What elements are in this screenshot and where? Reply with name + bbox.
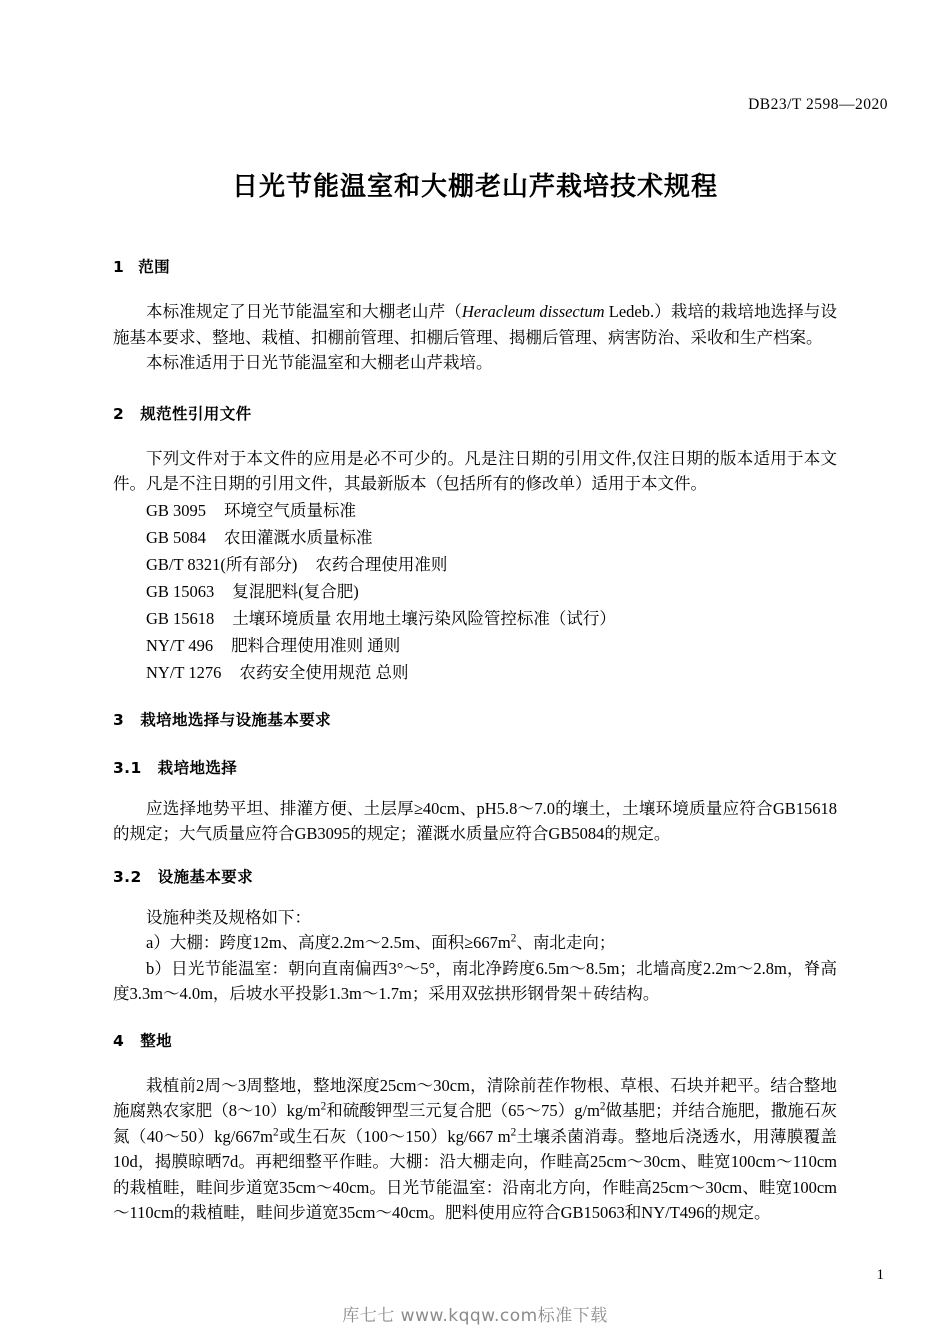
section-4-paragraph-1 [113, 1073, 837, 1226]
section-title-3: 栽培地选择与设施基本要求 [140, 710, 331, 729]
reference-name: 肥料合理使用准则 通则 [231, 635, 401, 655]
item-a-text-end: 、南北走向； [516, 933, 616, 952]
subsection-3-1-paragraph: 应选择地势平坦、排灌方便、土层厚≥40cm、pH5.8～7.0的壤土，土壤环境质量应符合GB15618的规定；大气质量应符合GB3095的规定；灌溉水质量应符合GB5084的规定。 [113, 798, 837, 843]
reference-item [113, 551, 837, 578]
reference-item [113, 524, 837, 551]
reference-code: GB 5084 [146, 527, 207, 547]
reference-code: NY/T 496 [146, 635, 214, 655]
reference-item [113, 659, 837, 686]
subsection-number-3-1: 3.1 [113, 758, 142, 777]
reference-name: 农药合理使用准则 [315, 554, 448, 574]
section-heading-1 [113, 255, 837, 277]
s4-part4: 或生石灰（100～150）kg/667 m [278, 1126, 511, 1146]
s4-part1: 栽植前2周～3周整地，整地深度25cm～30cm，清除前茬作物根、草根、石块并耙平。结合整地施腐熟农家肥（8～10）kg/m [113, 1075, 837, 1120]
subsection-number-3-2: 3.2 [113, 867, 142, 886]
section-number-2: 2 [113, 404, 125, 423]
subsection-heading-3-1 [113, 756, 837, 778]
s1-p1-latin-name: Heracleum dissectum [461, 302, 605, 321]
reference-name: 复混肥料(复合肥) [232, 581, 359, 601]
section-1-paragraph-2: 本标准适用于日光节能温室和大棚老山芹栽培。 [146, 353, 493, 372]
subsection-3-2-item-a [113, 930, 837, 956]
reference-item [113, 497, 837, 524]
s4-sup3: 2 [272, 1126, 279, 1138]
reference-code: GB/T 8321(所有部分) [146, 554, 298, 574]
section-number-1: 1 [113, 258, 125, 276]
reference-name: 环境空气质量标准 [224, 500, 357, 520]
s1-p1-after: Ledeb.）栽培的栽培地选择与设施基本要求、整地、栽植、扣棚前管理、扣棚后管理、揭棚后管理、病害防治、采收和生产档案。 [113, 302, 837, 347]
section-1-paragraph-1 [113, 299, 837, 350]
s4-part3: 做基肥；并结合施肥，撒施石灰氮（40～50）kg/667m [113, 1101, 838, 1146]
reference-name: 农田灌溉水质量标准 [224, 527, 373, 547]
reference-item [113, 605, 837, 632]
subsection-title-3-1: 栽培地选择 [157, 758, 238, 777]
reference-code: GB 15618 [146, 608, 215, 628]
page-title: 日光节能温室和大棚老山芹栽培技术规程 [231, 172, 718, 202]
section-heading-2 [113, 402, 837, 424]
section-2-paragraph-1: 下列文件对于本文件的应用是必不可少的。凡是注日期的引用文件,仅注日期的版本适用于本文件。凡是不注日期的引用文件，其最新版本（包括所有的修改单）适用于本文件。 [113, 448, 837, 493]
subsection-3-2-item-b: b）日光节能温室：朝向直南偏西3°～5°，南北净跨度6.5m～8.5m；北墙高度2.2m～2.8m，脊高度3.3m～4.0m，后坡水平投影1.3m～1.7m；采用双弦拱形钢骨架＋砖结构。 [113, 958, 837, 1003]
subsection-title-3-2: 设施基本要求 [157, 867, 254, 886]
s4-part2: 和硫酸钾型三元复合肥（65～75）g/m [326, 1101, 600, 1120]
s4-part5: 土壤杀菌消毒。整地后浇透水，用薄膜覆盖10d，揭膜晾晒7d。再耙细整平作畦。大棚：沿大棚走向，作畦高25cm～30cm、畦宽100cm～110cm的栽植畦，畦间步道宽35cm～40cm。日光节能温室：沿南北方向，作畦高25cm～30cm、畦宽100cm～110cm的栽植畦，畦间步道宽35cm～40cm。肥料使用应符合GB15063和NY/T496的规定。 [113, 1126, 838, 1222]
reference-code: GB 3095 [146, 500, 207, 520]
reference-item [113, 578, 837, 605]
item-a-superscript: 2 [510, 932, 517, 945]
section-title-2: 规范性引用文件 [140, 404, 252, 423]
reference-code: NY/T 1276 [146, 662, 222, 682]
reference-name: 土壤环境质量 农用地土壤污染风险管控标准（试行） [232, 608, 616, 628]
section-title-1: 范围 [138, 258, 170, 276]
section-heading-4 [113, 1029, 837, 1051]
reference-name: 农药安全使用规范 总则 [239, 662, 409, 682]
section-number-3: 3 [113, 710, 125, 729]
item-a-text: a）大棚：跨度12m、高度2.2m～2.5m、面积≥667m [146, 933, 511, 952]
section-heading-3 [113, 708, 837, 730]
page-number: 1 [876, 1267, 884, 1283]
section-number-4: 4 [113, 1031, 125, 1050]
s4-sup1: 2 [320, 1100, 327, 1113]
section-title-4: 整地 [140, 1031, 172, 1050]
s1-p1-before: 本标准规定了日光节能温室和大棚老山芹（ [146, 302, 462, 321]
subsection-heading-3-2 [113, 865, 837, 887]
reference-item [113, 632, 837, 659]
standard-number-header: DB23/T 2598—2020 [748, 96, 888, 113]
s4-sup4: 2 [510, 1126, 517, 1138]
subsection-3-2-intro: 设施种类及规格如下： [146, 907, 311, 927]
document-body [113, 255, 837, 1226]
s4-sup2: 2 [599, 1100, 606, 1113]
reference-code: GB 15063 [146, 581, 215, 601]
footer-watermark: 库七七 www.kqqw.com标准下载 [342, 1306, 608, 1326]
